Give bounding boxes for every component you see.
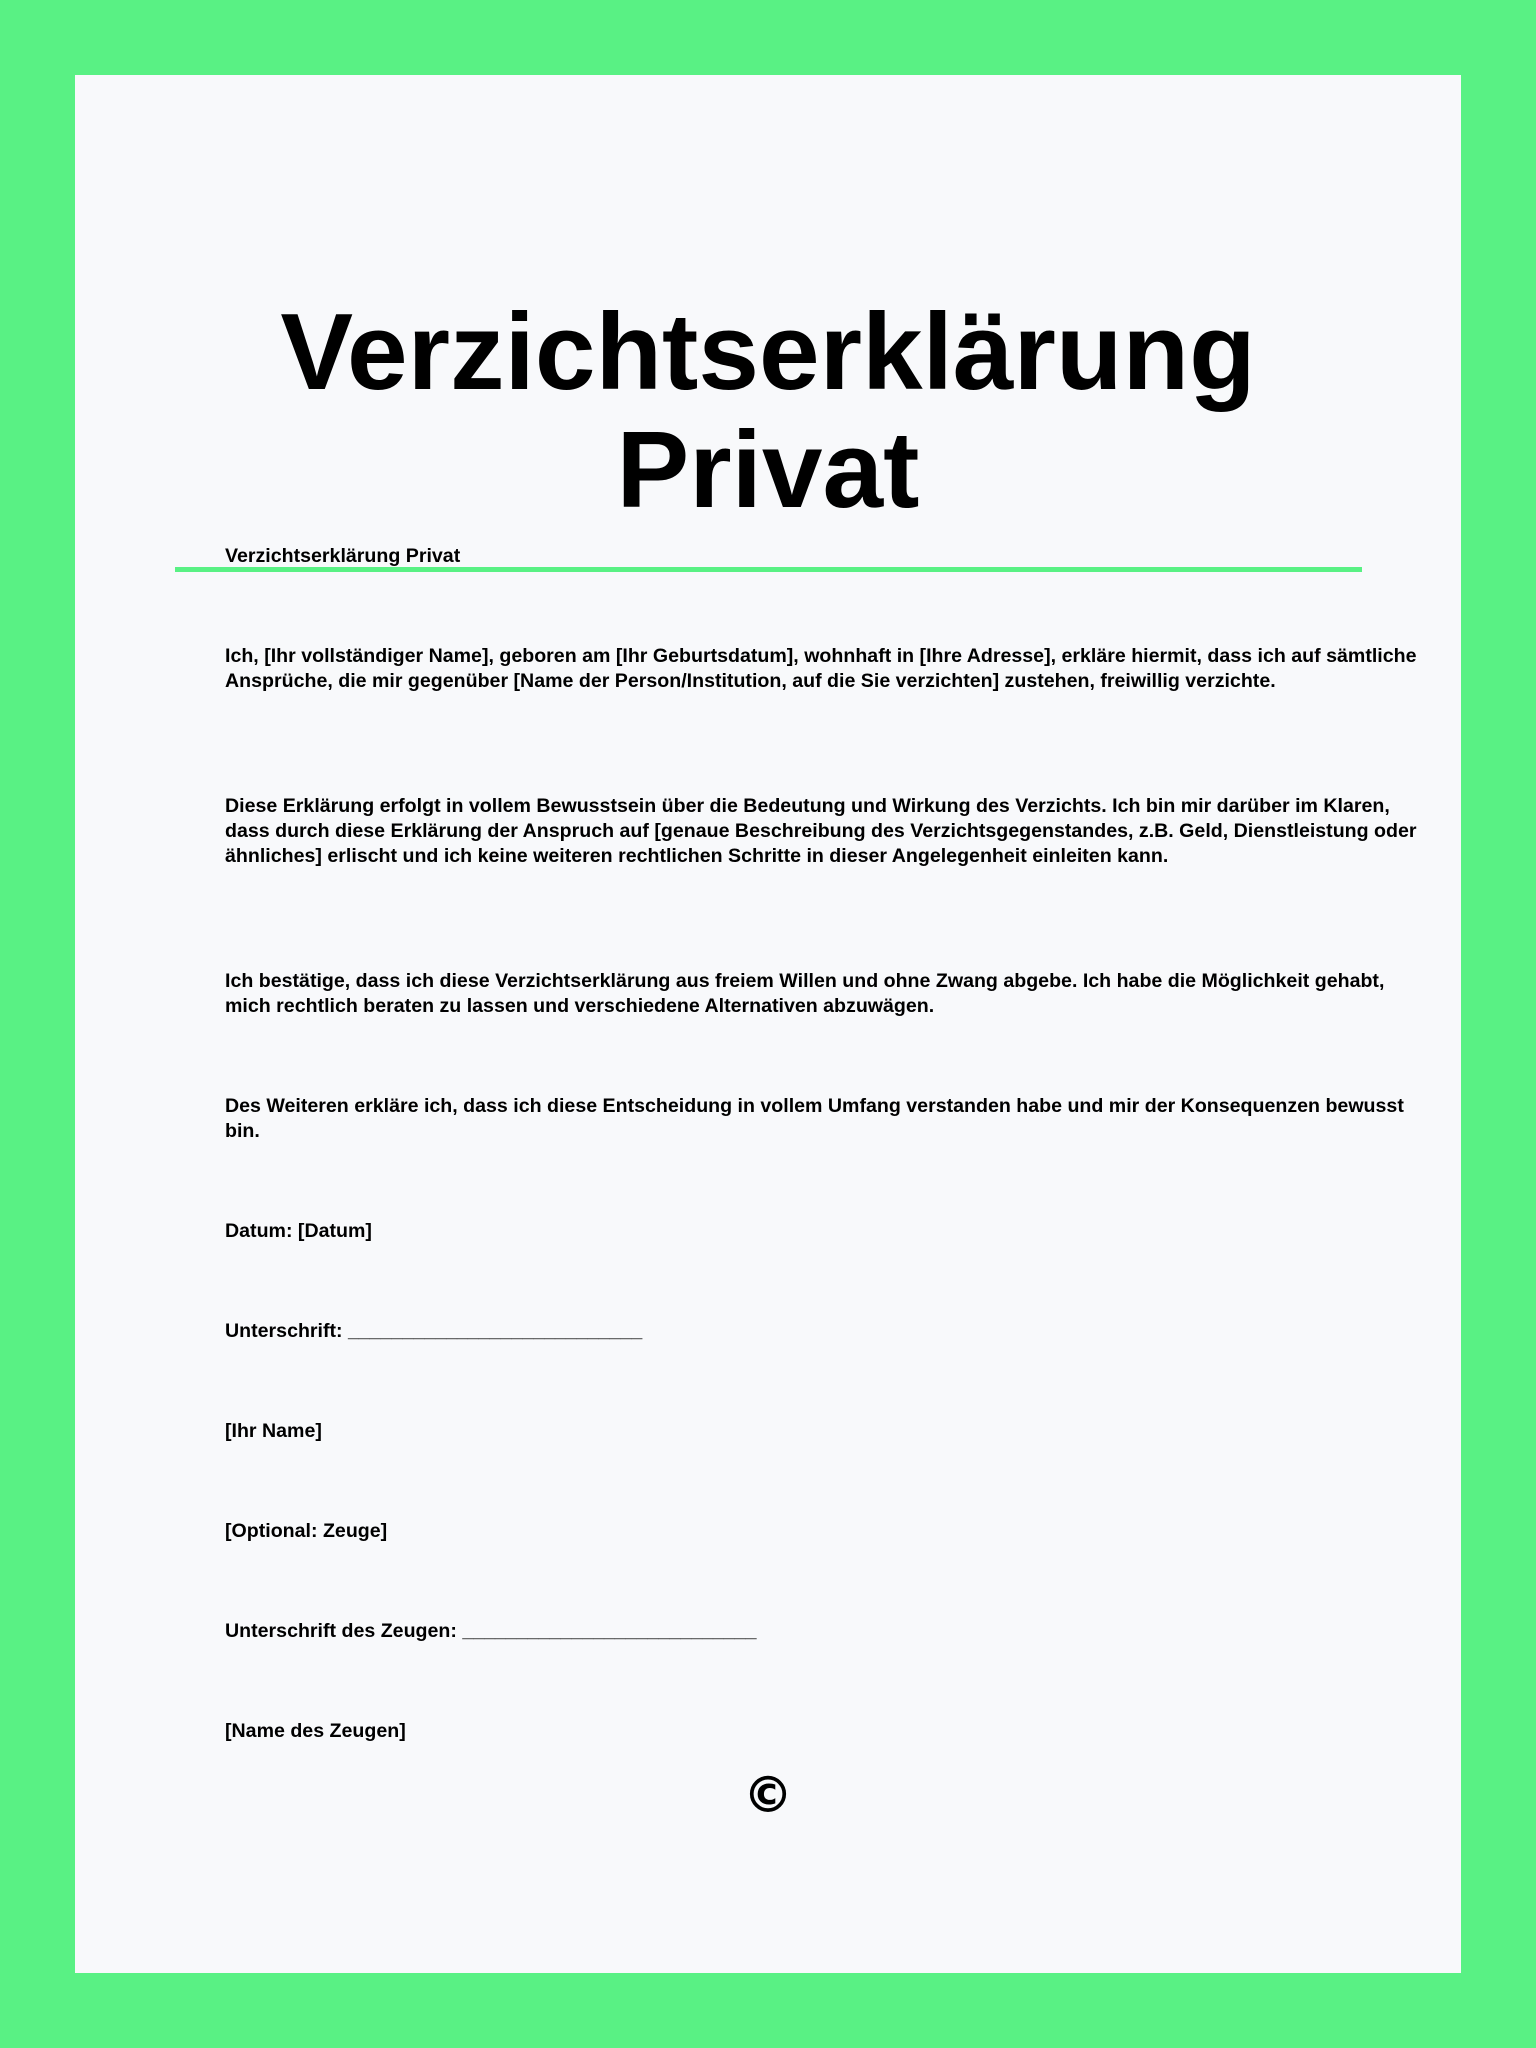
paragraph-4: Des Weiteren erkläre ich, dass ich diese Entscheidung in vollem Umfang verstanden habe und mir der Konsequenzen bewusst bin. — [225, 1095, 1404, 1142]
title-line-1: Verzichtserklärung — [280, 291, 1256, 413]
copyright-icon: © — [743, 1766, 793, 1824]
date-line: Datum: [Datum] — [225, 1220, 372, 1242]
document-page — [75, 75, 1461, 1973]
paragraph-3: Ich bestätige, dass ich diese Verzichtserklärung aus freiem Willen und ohne Zwang abgebe. Ich habe die Möglichkeit gehabt, mich rechtlich beraten zu lassen und verschiedene Alternativen abzuwägen. — [225, 970, 1385, 1017]
title-line-2: Privat — [616, 409, 920, 531]
paragraph-2: Diese Erklärung erfolgt in vollem Bewusstsein über die Bedeutung und Wirkung des Verzichts. Ich bin mir darüber im Klaren, dass durch diese Erklärung der Anspruch auf [genaue Beschreibung des Verzichtsgegenstandes, z.B. Geld, Dienstleistung oder ähnliches] erlischt und ich keine weiteren rechtlichen Schritte in dieser Angelegenheit einleiten kann. — [225, 795, 1417, 867]
document-title — [75, 293, 1461, 529]
signature-line: Unterschrift: ___________________________ — [225, 1320, 643, 1342]
witness-optional-line: [Optional: Zeuge] — [225, 1520, 388, 1542]
witness-signature-line: Unterschrift des Zeugen: ___________________________ — [225, 1620, 757, 1642]
document-heading: Verzichtserklärung Privat — [225, 545, 461, 567]
paragraph-1: Ich, [Ihr vollständiger Name], geboren am [Ihr Geburtsdatum], wohnhaft in [Ihre Adresse], erkläre hiermit, dass ich auf sämtliche Ansprüche, die mir gegenüber [Name der Person/Institution, auf die Sie verzichten] zustehen, freiwillig verzichte. — [225, 645, 1417, 692]
name-line: [Ihr Name] — [225, 1420, 322, 1442]
witness-name-line: [Name des Zeugen] — [225, 1720, 406, 1742]
